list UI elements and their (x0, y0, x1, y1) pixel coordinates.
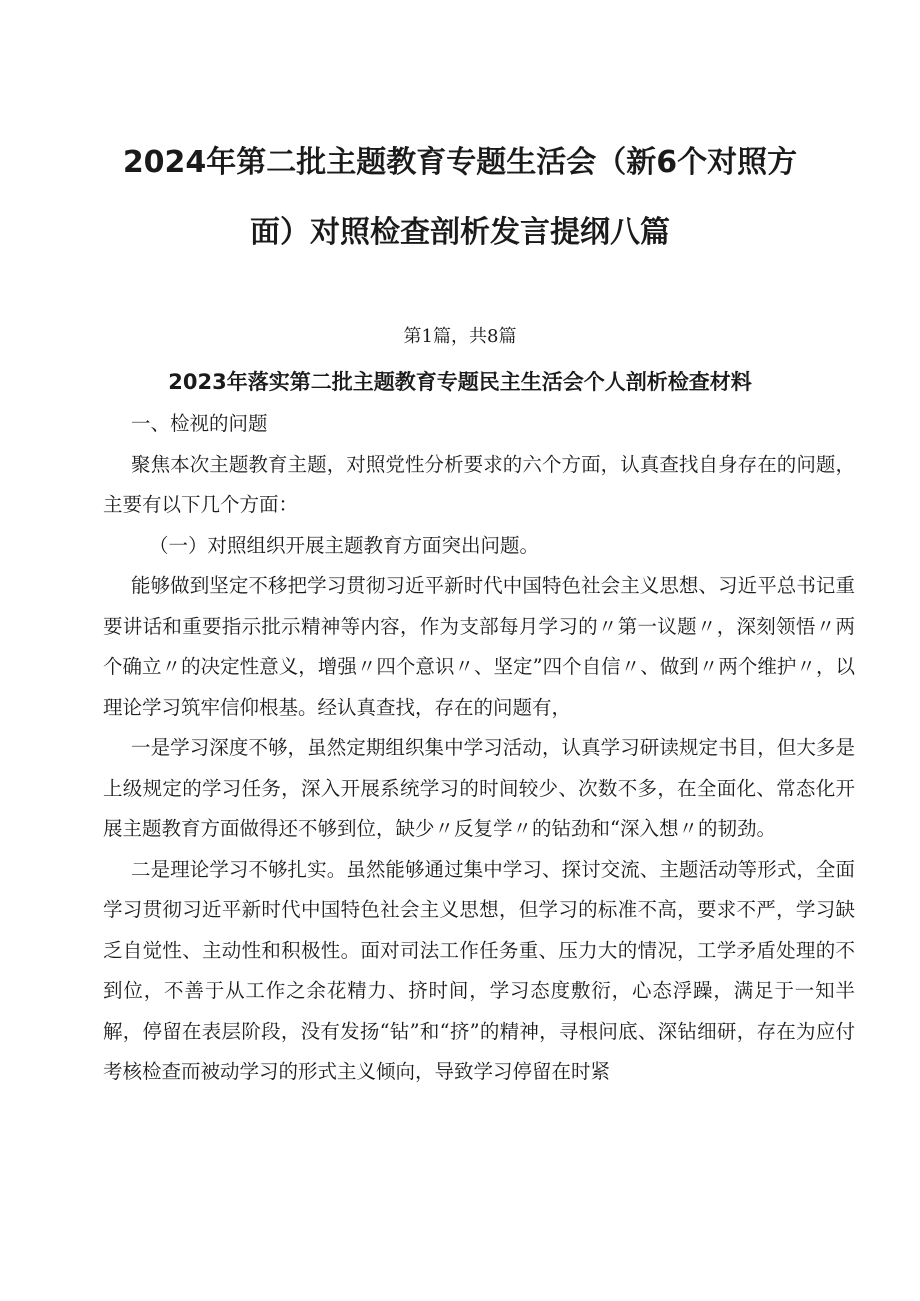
article-subtitle: 2023年落实第二批主题教育专题民主生活会个人剖析检查材料 (168, 370, 752, 394)
article-body (103, 404, 855, 1093)
body-paragraph: 二是理论学习不够扎实。虽然能够通过集中学习、探讨交流、主题活动等形式，全面学习贯彻习近平新时代中国特色社会主义思想，但学习的标准不高，要求不严，学习缺乏自觉性、主动性和积极性。面对司法工作任务重、压力大的情况，工学矛盾处理的不到位，不善于从工作之余花精力、挤时间，学习态度敷衍，心态浮躁，满足于一知半解，停留在表层阶段，没有发扬“钻”和“挤”的精神，寻根问底、深钻细研，存在为应付考核检查而被动学习的形式主义倾向，导致学习停留在时紧 (103, 857, 855, 1083)
body-paragraph: 能够做到坚定不移把学习贯彻习近平新时代中国特色社会主义思想、习近平总书记重要讲话和重要指示批示精神等内容，作为支部每月学习的〃第一议题〃，深刻领悟〃两个确立〃的决定性意义，增强〃四个意识〃、坚定”四个自信〃、做到〃两个维护〃，以理论学习筑牢信仰根基。经认真查找，存在的问题有， (103, 574, 855, 719)
section-heading: 一、检视的问题 (131, 412, 268, 435)
document-title-line-1: 2024年第二批主题教育专题生活会（新6个对照方 (122, 145, 798, 180)
part-label: 第1篇，共8篇 (403, 326, 517, 347)
subsection-heading: （一）对照组织开展主题教育方面突出问题。 (149, 533, 540, 557)
body-paragraph: 一是学习深度不够，虽然定期组织集中学习活动，认真学习研读规定书目，但大多是上级规定的学习任务，深入开展系统学习的时间较少、次数不多，在全面化、常态化开展主题教育方面做得还不够到位，缺少〃反复学〃的钻劲和“深入想〃的韧劲。 (103, 736, 855, 840)
document-title-line-2: 面）对照检查剖析发言提纲八篇 (250, 215, 670, 250)
intro-paragraph: 聚焦本次主题教育主题，对照党性分析要求的六个方面，认真查找自身存在的问题，主要有以下几个方面： (103, 452, 855, 516)
